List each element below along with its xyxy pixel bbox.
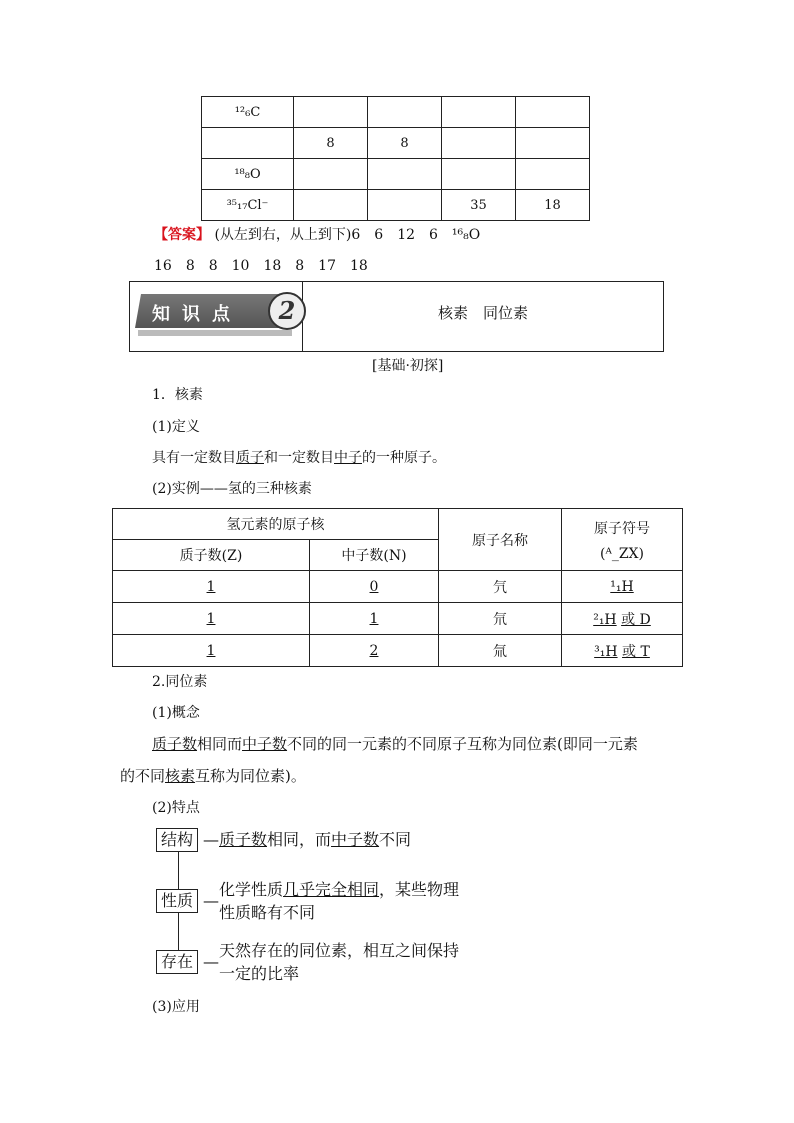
symbol: ³₁H	[594, 643, 618, 660]
table-row	[202, 159, 590, 190]
symbol: ¹₁H	[610, 578, 634, 595]
banner-text: 知识点	[152, 304, 242, 325]
table-row	[113, 635, 683, 667]
text: 不同	[379, 830, 412, 849]
answer-text: (从左到右，从上到下)6 6 12 6 ¹⁶₈O	[214, 227, 481, 243]
section-subtitle: [基础·初探]	[372, 358, 444, 374]
knowledge-point-header	[129, 281, 664, 352]
text: 和一定数目	[264, 450, 334, 466]
section-heading: 2.同位素	[152, 674, 208, 690]
table-cell	[562, 635, 683, 667]
underlined-term: 质子数	[152, 735, 198, 753]
example-label: (2)实例——氢的三种核素	[152, 481, 312, 497]
feature-label: (2)特点	[152, 800, 200, 816]
knowledge-point-title: 核素 同位素	[437, 304, 528, 322]
feature-existence-text: 天然存在的同位素，相互之间保持	[219, 941, 460, 960]
text: 的一种原子。	[362, 450, 446, 466]
table-cell: 8	[368, 128, 442, 159]
knowledge-point-badge	[130, 282, 303, 351]
header-cell: 原子名称	[439, 509, 562, 571]
table-cell: ¹⁸₈O	[202, 159, 294, 190]
answer-line	[154, 224, 480, 244]
concept-text	[152, 733, 638, 754]
table-cell: 8	[294, 128, 368, 159]
table-row	[113, 603, 683, 635]
table-cell: 18	[516, 190, 590, 221]
feature-dash: —	[203, 952, 219, 971]
header-cell	[562, 509, 683, 571]
text: 不同的同一元素的不同原子互称为同位素(即同一元素	[287, 735, 638, 753]
table-cell: 1	[113, 603, 310, 635]
header-line: (ᴬ_ZX)	[600, 545, 644, 562]
table-cell	[562, 603, 683, 635]
definition-text	[152, 447, 446, 467]
table-cell	[294, 159, 368, 190]
concept-label: (1)概念	[152, 705, 200, 721]
dash: —	[203, 830, 219, 849]
table-cell: 1	[310, 603, 439, 635]
text: 的不同	[120, 767, 166, 785]
underlined-term: 中子	[334, 450, 362, 466]
table-cell	[368, 97, 442, 128]
table-cell	[562, 571, 683, 603]
underlined-term: 中子数	[331, 830, 380, 849]
table-header-row	[113, 509, 683, 540]
connector-line	[178, 913, 179, 950]
table-cell: 35	[442, 190, 516, 221]
table-cell	[516, 159, 590, 190]
text: 化学性质	[219, 880, 284, 899]
header-cell: 中子数(N)	[310, 540, 439, 571]
text: 互称为同位素)。	[195, 767, 306, 785]
feature-dash: —	[203, 891, 219, 910]
underlined-term: 中子数	[242, 735, 288, 753]
table-cell: 0	[310, 571, 439, 603]
table-cell: 氕	[439, 571, 562, 603]
nuclide-table	[201, 96, 590, 221]
table-row	[113, 571, 683, 603]
feature-structure-text	[203, 829, 411, 851]
definition-label: (1)定义	[152, 419, 200, 435]
underlined-term: 质子	[236, 450, 264, 466]
text: 具有一定数目	[152, 450, 236, 466]
alt-symbol: 或 T	[622, 643, 650, 660]
feature-key-property: 性质	[156, 889, 198, 913]
text: ，某些物理	[379, 880, 460, 899]
answer-line-2: 16 8 8 10 18 8 17 18	[154, 258, 368, 274]
table-cell	[516, 128, 590, 159]
table-cell	[516, 97, 590, 128]
table-cell: ³⁵₁₇Cl⁻	[202, 190, 294, 221]
feature-key-structure: 结构	[156, 828, 198, 852]
table-cell	[368, 159, 442, 190]
table-cell	[202, 128, 294, 159]
alt-symbol: 或 D	[621, 611, 651, 628]
text: 相同而	[197, 735, 243, 753]
concept-text-2	[120, 765, 306, 786]
table-cell: 氘	[439, 603, 562, 635]
table-cell	[442, 128, 516, 159]
feature-property-text	[219, 879, 459, 901]
underlined-term: 质子数	[219, 830, 268, 849]
banner-number: 2	[268, 292, 306, 330]
feature-property-text-2: 性质略有不同	[219, 903, 316, 922]
table-cell: 2	[310, 635, 439, 667]
table-cell: 氚	[439, 635, 562, 667]
table-row	[202, 190, 590, 221]
table-cell	[442, 159, 516, 190]
table-cell: 1	[113, 635, 310, 667]
table-cell	[442, 97, 516, 128]
application-label: (3)应用	[152, 999, 200, 1015]
answer-label: 【答案】	[154, 227, 210, 243]
table-cell: ¹²₆C	[202, 97, 294, 128]
symbol: ²₁H	[593, 611, 617, 628]
underlined-term: 几乎完全相同	[283, 880, 380, 899]
feature-key-existence: 存在	[156, 950, 198, 974]
hydrogen-nuclide-table	[112, 508, 683, 667]
underlined-term: 核素	[165, 767, 196, 785]
table-cell	[294, 190, 368, 221]
table-row	[202, 97, 590, 128]
table-cell	[294, 97, 368, 128]
header-line: 原子符号	[594, 520, 650, 537]
text: 相同，而	[267, 830, 332, 849]
header-cell: 氢元素的原子核	[113, 509, 439, 540]
table-cell	[368, 190, 442, 221]
table-cell: 1	[113, 571, 310, 603]
feature-existence-text-2: 一定的比率	[219, 964, 300, 983]
banner-strip	[138, 330, 292, 336]
section-heading: 1．核素	[152, 387, 203, 403]
header-cell: 质子数(Z)	[113, 540, 310, 571]
table-row	[202, 128, 590, 159]
connector-line	[178, 852, 179, 890]
